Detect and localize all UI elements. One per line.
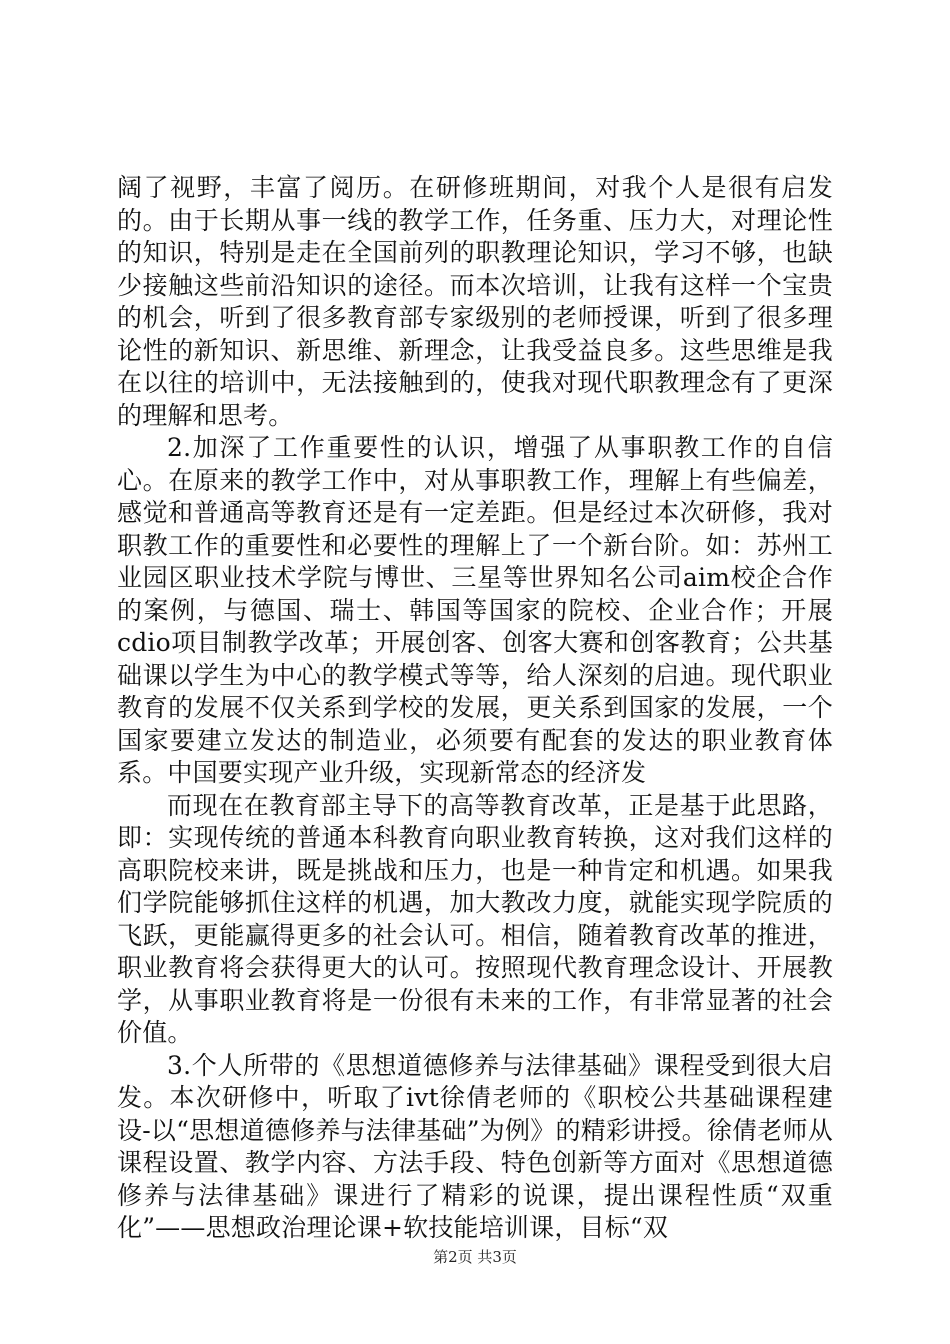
paragraph-continuation: 阔了视野，丰富了阅历。在研修班期间，对我个人是很有启发的。由于长期从事一线的教学工作，任务重、压力大，对理论性的知识，特别是走在全国前列的职教理论知识，学习不够，也缺少接触这些前沿知识的途径。而本次培训，让我有这样一个宝贵的机会，听到了很多教育部专家级别的老师授课，听到了很多理论性的新知识、新思维、新理念，让我受益良多。这些思维是我在以往的培训中，无法接触到的，使我对现代职教理念有了更深的理解和思考。 — [117, 173, 833, 430]
paragraph-education-reform: 而现在在教育部主导下的高等教育改革，正是基于此思路，即：实现传统的普通本科教育向职业教育转换，这对我们这样的高职院校来讲，既是挑战和压力，也是一种肯定和机遇。如果我们学院能够抓住这样的机遇，加大教改力度，就能实现学院质的飞跃，更能赢得更多的社会认可。相信，随着教育改革的推进，职业教育将会获得更大的认可。按照现代教育理念设计、开展教学，从事职业教育将是一份很有未来的工作，有非常显著的社会价值。 — [117, 790, 833, 1047]
document-body — [117, 172, 833, 1245]
paragraph-work-importance: 2.加深了工作重要性的认识，增强了从事职教工作的自信心。在原来的教学工作中，对从事职教工作，理解上有些偏差，感觉和普通高等教育还是有一定差距。但是经过本次研修，我对职教工作的重要性和必要性的理解上了一个新台阶。如：苏州工业园区职业技术学院与博世、三星等世界知名公司aim校企合作的案例，与德国、瑞士、韩国等国家的院校、企业合作；开展cdio项目制教学改革；开展创客、创客大赛和创客教育；公共基础课以学生为中心的教学模式等等，给人深刻的启迪。现代职业教育的发展不仅关系到学校的发展，更关系到国家的发展，一个国家要建立发达的制造业，必须要有配套的发达的职业教育体系。中国要实现产业升级，实现新常态的经济发 — [117, 433, 833, 787]
paragraph-course-inspiration: 3.个人所带的《思想道德修养与法律基础》课程受到很大启发。本次研修中，听取了ivt徐倩老师的《职校公共基础课程建设-以“思想道德修养与法律基础”为例》的精彩讲授。徐倩老师从课程设置、教学内容、方法手段、特色创新等方面对《思想道德修养与法律基础》课进行了精彩的说课，提出课程性质“双重化”——思想政治理论课+软技能培训课，目标“双 — [117, 1050, 833, 1242]
page-number-footer: 第2页 共3页 — [433, 1248, 517, 1266]
